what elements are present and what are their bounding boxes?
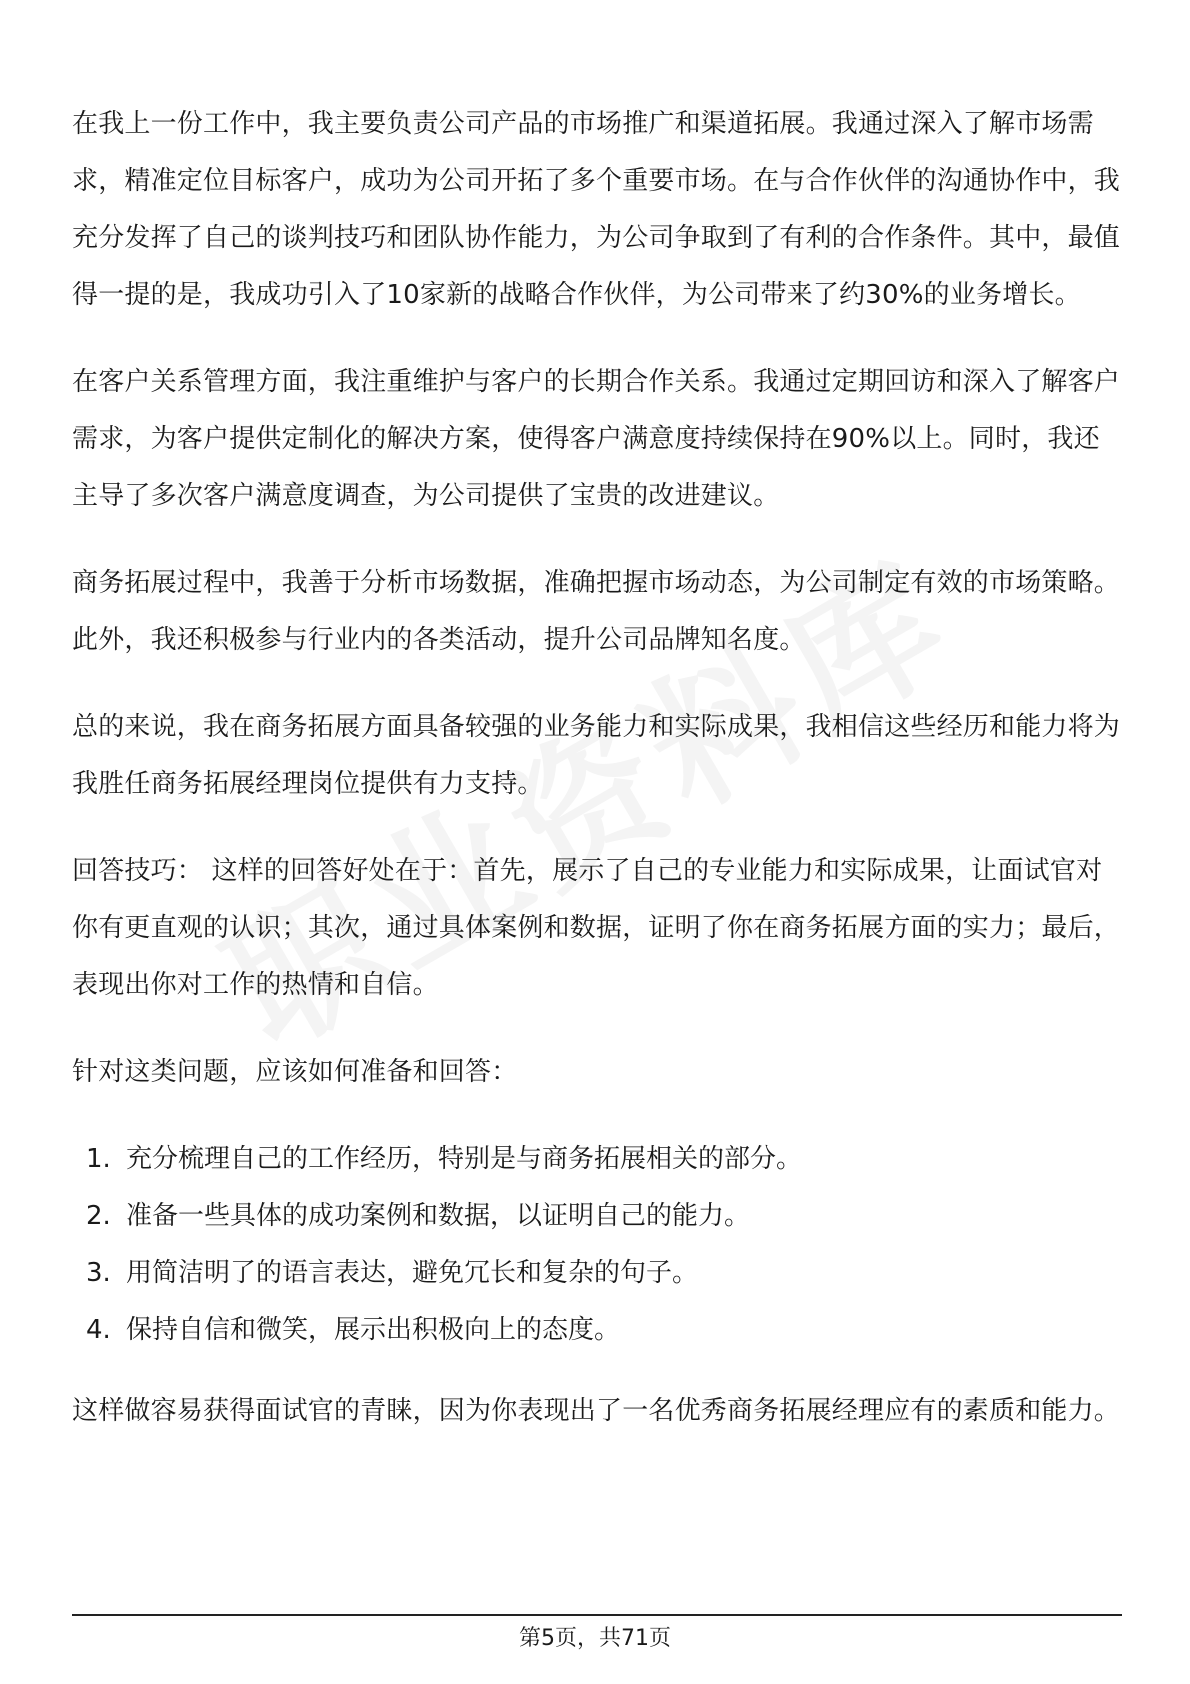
list-item-text: 保持自信和微笑，展示出积极向上的态度。 <box>126 1315 621 1345</box>
paragraph-customer-relations: 在客户关系管理方面，我注重维护与客户的长期合作关系。我通过定期回访和深入了解客户需求，为客户提供定制化的解决方案，使得客户满意度持续保持在90%以上。同时，我还主导了多次客户满意度调查，为公司提供了宝贵的改进建议。 <box>72 367 1121 511</box>
paragraph-market-analysis: 商务拓展过程中，我善于分析市场数据，准确把握市场动态，为公司制定有效的市场策略。此外，我还积极参与行业内的各类活动，提升公司品牌知名度。 <box>72 568 1121 655</box>
page-number: 第5页，共71页 <box>519 1626 671 1651</box>
paragraph-experience: 在我上一份工作中，我主要负责公司产品的市场推广和渠道拓展。我通过深入了解市场需求，精准定位目标客户，成功为公司开拓了多个重要市场。在与合作伙伴的沟通协作中，我充分发挥了自己的谈判技巧和团队协作能力，为公司争取到了有利的合作条件。其中，最值得一提的是，我成功引入了10家新的战略合作伙伴，为公司带来了约30%的业务增长。 <box>72 109 1121 310</box>
list-item <box>86 1131 1122 1188</box>
list-item <box>86 1188 1122 1245</box>
preparation-list <box>72 1131 1122 1359</box>
paragraph-answer-tips: 回答技巧： 这样的回答好处在于：首先，展示了自己的专业能力和实际成果，让面试官对你有更直观的认识；其次，通过具体案例和数据，证明了你在商务拓展方面的实力；最后，表现出你对工作的热情和自信。 <box>72 856 1121 1000</box>
paragraph-summary: 总的来说，我在商务拓展方面具备较强的业务能力和实际成果，我相信这些经历和能力将为我胜任商务拓展经理岗位提供有力支持。 <box>72 712 1121 799</box>
list-item <box>86 1302 1122 1359</box>
list-item-text: 用简洁明了的语言表达，避免冗长和复杂的句子。 <box>126 1258 699 1288</box>
list-item-number: 1. <box>86 1144 111 1174</box>
list-item-text: 准备一些具体的成功案例和数据，以证明自己的能力。 <box>126 1201 751 1231</box>
list-item-number: 3. <box>86 1258 111 1288</box>
list-item-number: 4. <box>86 1315 111 1345</box>
paragraph-how-to-prepare: 针对这类问题，应该如何准备和回答： <box>72 1057 518 1087</box>
page-content <box>72 96 1122 1470</box>
list-item-text: 充分梳理自己的工作经历，特别是与商务拓展相关的部分。 <box>126 1144 803 1174</box>
paragraph-closing: 这样做容易获得面试官的青睐，因为你表现出了一名优秀商务拓展经理应有的素质和能力。 <box>72 1396 1121 1426</box>
list-item <box>86 1245 1122 1302</box>
list-item-number: 2. <box>86 1201 111 1231</box>
footer-divider <box>72 1614 1122 1616</box>
